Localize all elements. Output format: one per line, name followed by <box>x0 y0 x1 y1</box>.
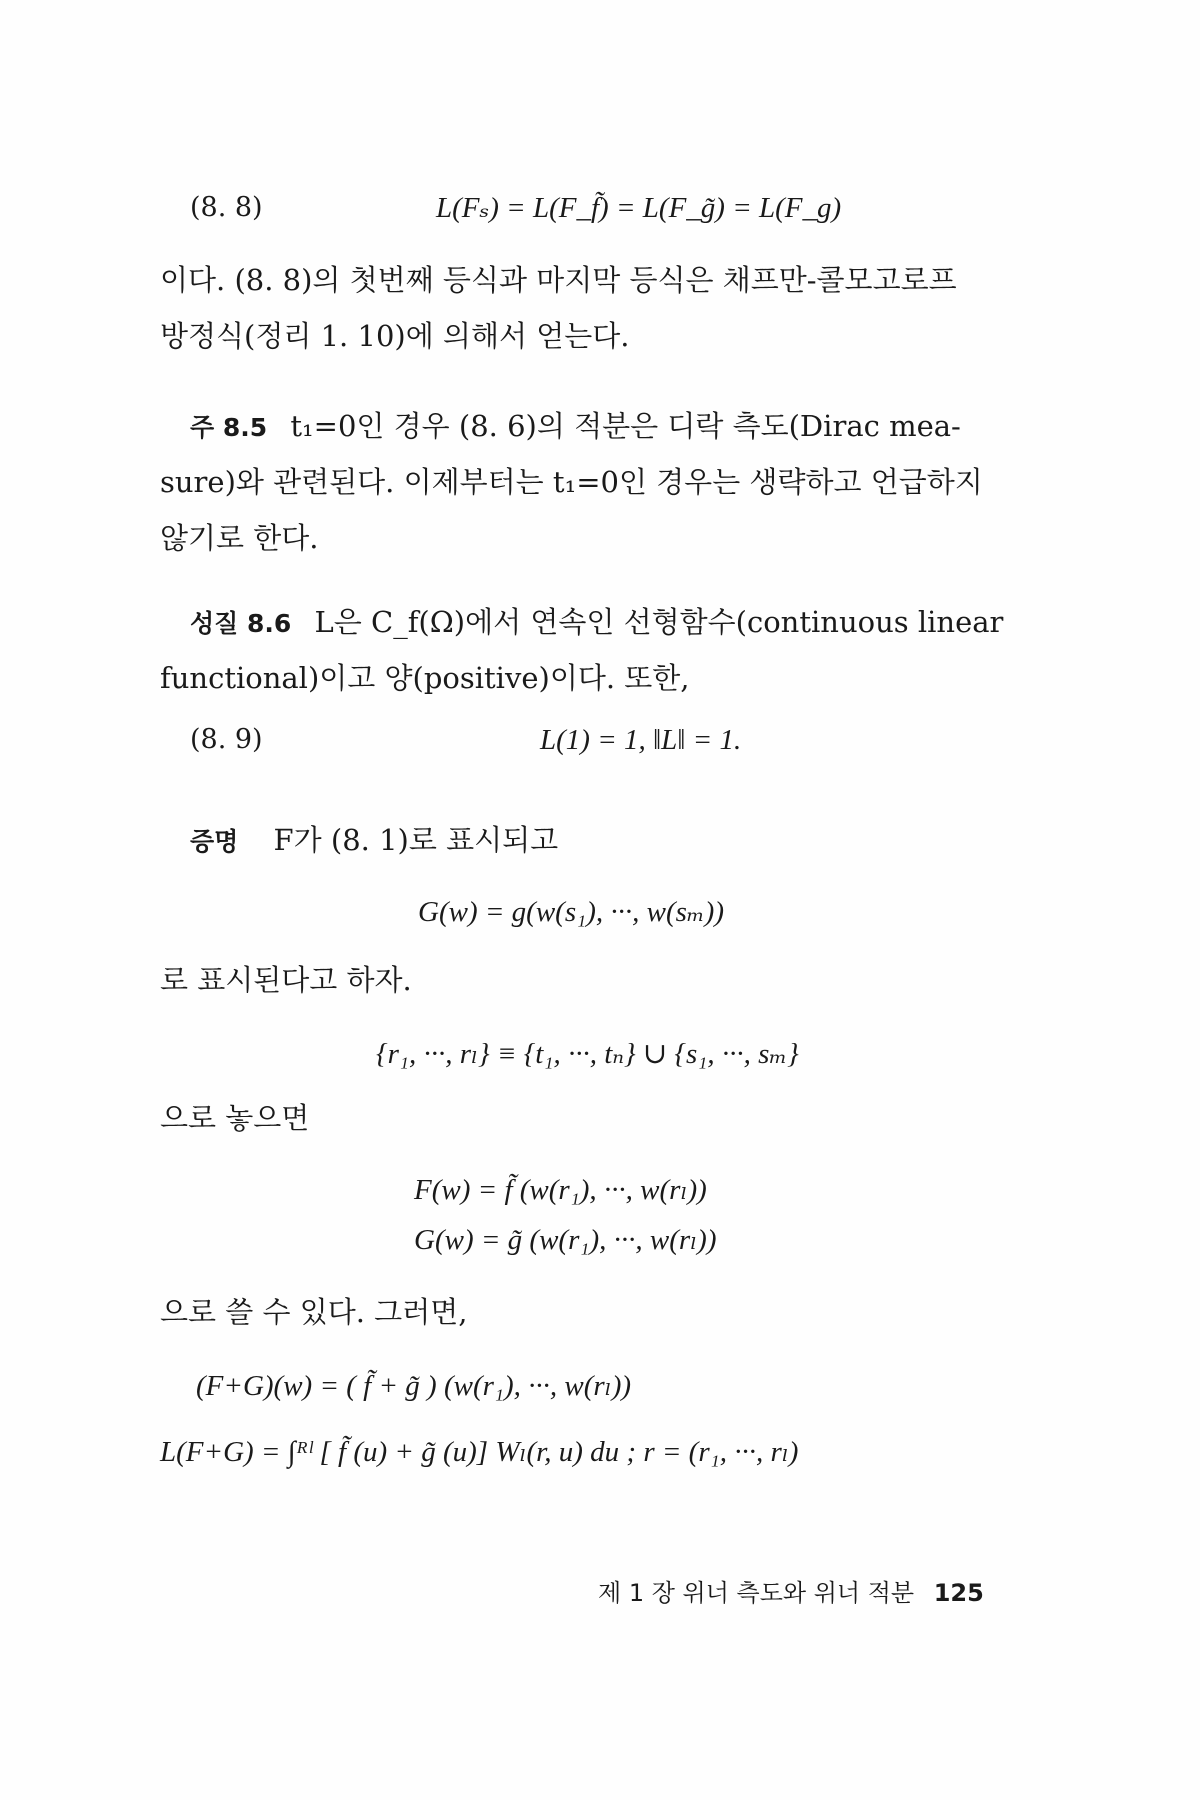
proof-formula: {r₁, ···, rₗ} ≡ {t₁, ···, tₙ} ∪ {s₁, ···, sₘ} <box>376 1038 799 1070</box>
property-text: L은 C_f(Ω)에서 연속인 선형함수(continuous linear <box>314 605 1004 639</box>
remark-line: 않기로 한다. <box>160 521 319 555</box>
equation-formula: L(Fₛ) = L(F_f̃) = L(F_g̃) = L(F_g) <box>436 192 842 224</box>
proof-line: 으로 쓸 수 있다. 그러면, <box>160 1295 468 1329</box>
proof-text: F가 (8. 1)로 표시되고 <box>273 823 559 857</box>
property-line: functional)이고 양(positive)이다. 또한, <box>160 661 690 695</box>
property-label: 성질 8.6 <box>190 609 292 638</box>
proof-formula: G(w) = g(w(s₁), ···, w(sₘ)) <box>418 896 724 928</box>
remark-line <box>190 408 961 446</box>
proof-line: 으로 놓으면 <box>160 1101 310 1135</box>
property-line <box>190 604 1003 642</box>
equation-formula: L(1) = 1, ‖L‖ = 1. <box>540 724 742 756</box>
proof-formula: (F+G)(w) = ( f̃ + g̃ ) (w(r₁), ···, w(rₗ)) <box>196 1370 632 1402</box>
equation-number: (8. 9) <box>190 724 263 755</box>
proof-line <box>190 822 558 860</box>
remark-line: sure)와 관련된다. 이제부터는 t₁=0인 경우는 생략하고 언급하지 <box>160 465 983 499</box>
proof-formula: L(F+G) = ∫ᴿˡ [ f̃ (u) + g̃ (u)] Wₗ(r, u) du ; r = (r₁, ···, rₗ) <box>160 1436 799 1468</box>
proof-formula: F(w) = f̃ (w(r₁), ···, w(rₗ)) <box>414 1174 707 1206</box>
equation-number: (8. 8) <box>190 192 263 223</box>
proof-formula: G(w) = g̃ (w(r₁), ···, w(rₗ)) <box>414 1224 717 1256</box>
proof-label: 증명 <box>190 827 239 856</box>
page-number: 125 <box>933 1579 984 1607</box>
running-footer <box>598 1578 984 1608</box>
paragraph-line: 방정식(정리 1. 10)에 의해서 얻는다. <box>160 319 630 353</box>
paragraph-line: 이다. (8. 8)의 첫번째 등식과 마지막 등식은 채프만-콜모고로프 <box>160 263 957 297</box>
chapter-title: 제 1 장 위너 측도와 위너 적분 <box>598 1579 915 1607</box>
remark-label: 주 8.5 <box>190 413 268 442</box>
remark-text: t₁=0인 경우 (8. 6)의 적분은 디락 측도(Dirac mea- <box>290 409 961 443</box>
proof-line: 로 표시된다고 하자. <box>160 963 412 997</box>
